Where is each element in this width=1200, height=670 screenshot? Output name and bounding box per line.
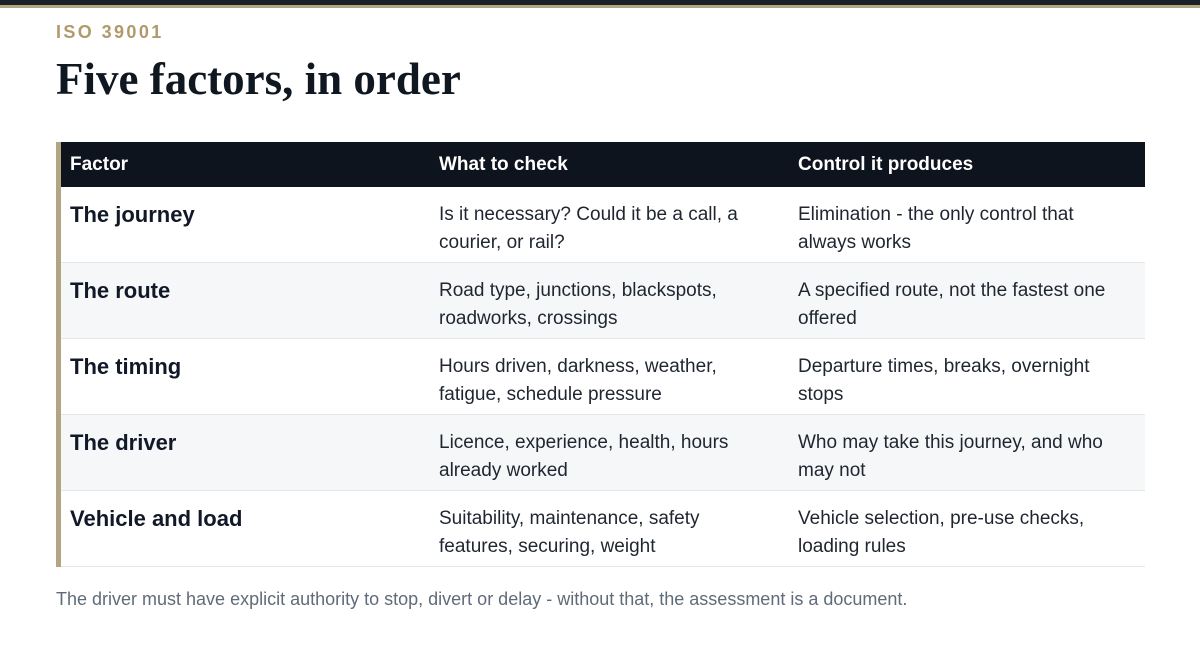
footnote: The driver must have explicit authority to stop, divert or delay - without that, the assessment is a document. [56, 589, 908, 609]
table-row [61, 415, 1145, 491]
factor-cell: The driver [70, 430, 177, 455]
table-row [61, 263, 1145, 339]
control-cell: A specified route, not the fastest one offered [798, 280, 1106, 329]
factor-cell: The journey [70, 202, 195, 227]
table-header-row [61, 142, 1145, 187]
column-header-what-to-check: What to check [439, 153, 568, 175]
column-header-factor: Factor [70, 153, 129, 175]
check-cell: Is it necessary? Could it be a call, a courier, or rail? [439, 204, 738, 253]
check-cell: Licence, experience, health, hours already worked [439, 432, 729, 481]
factors-table [56, 142, 1145, 567]
factor-cell: The route [70, 278, 171, 303]
control-cell: Elimination - the only control that always works [798, 204, 1074, 253]
factor-cell: Vehicle and load [70, 506, 243, 531]
check-cell: Hours driven, darkness, weather, fatigue, schedule pressure [439, 356, 717, 405]
check-cell: Road type, junctions, blackspots, roadworks, crossings [439, 280, 717, 329]
table-row [61, 491, 1145, 567]
table-row [61, 339, 1145, 415]
control-cell: Vehicle selection, pre-use checks, loading rules [798, 508, 1085, 557]
control-cell: Departure times, breaks, overnight stops [798, 356, 1090, 405]
table-row [61, 187, 1145, 263]
control-cell: Who may take this journey, and who may not [798, 432, 1103, 481]
top-rule-accent [0, 5, 1200, 8]
check-cell: Suitability, maintenance, safety features, securing, weight [439, 508, 700, 557]
page-title: Five factors, in order [56, 54, 461, 104]
column-header-control: Control it produces [798, 153, 974, 175]
factor-cell: The timing [70, 354, 182, 379]
eyebrow-label: ISO 39001 [56, 22, 164, 42]
